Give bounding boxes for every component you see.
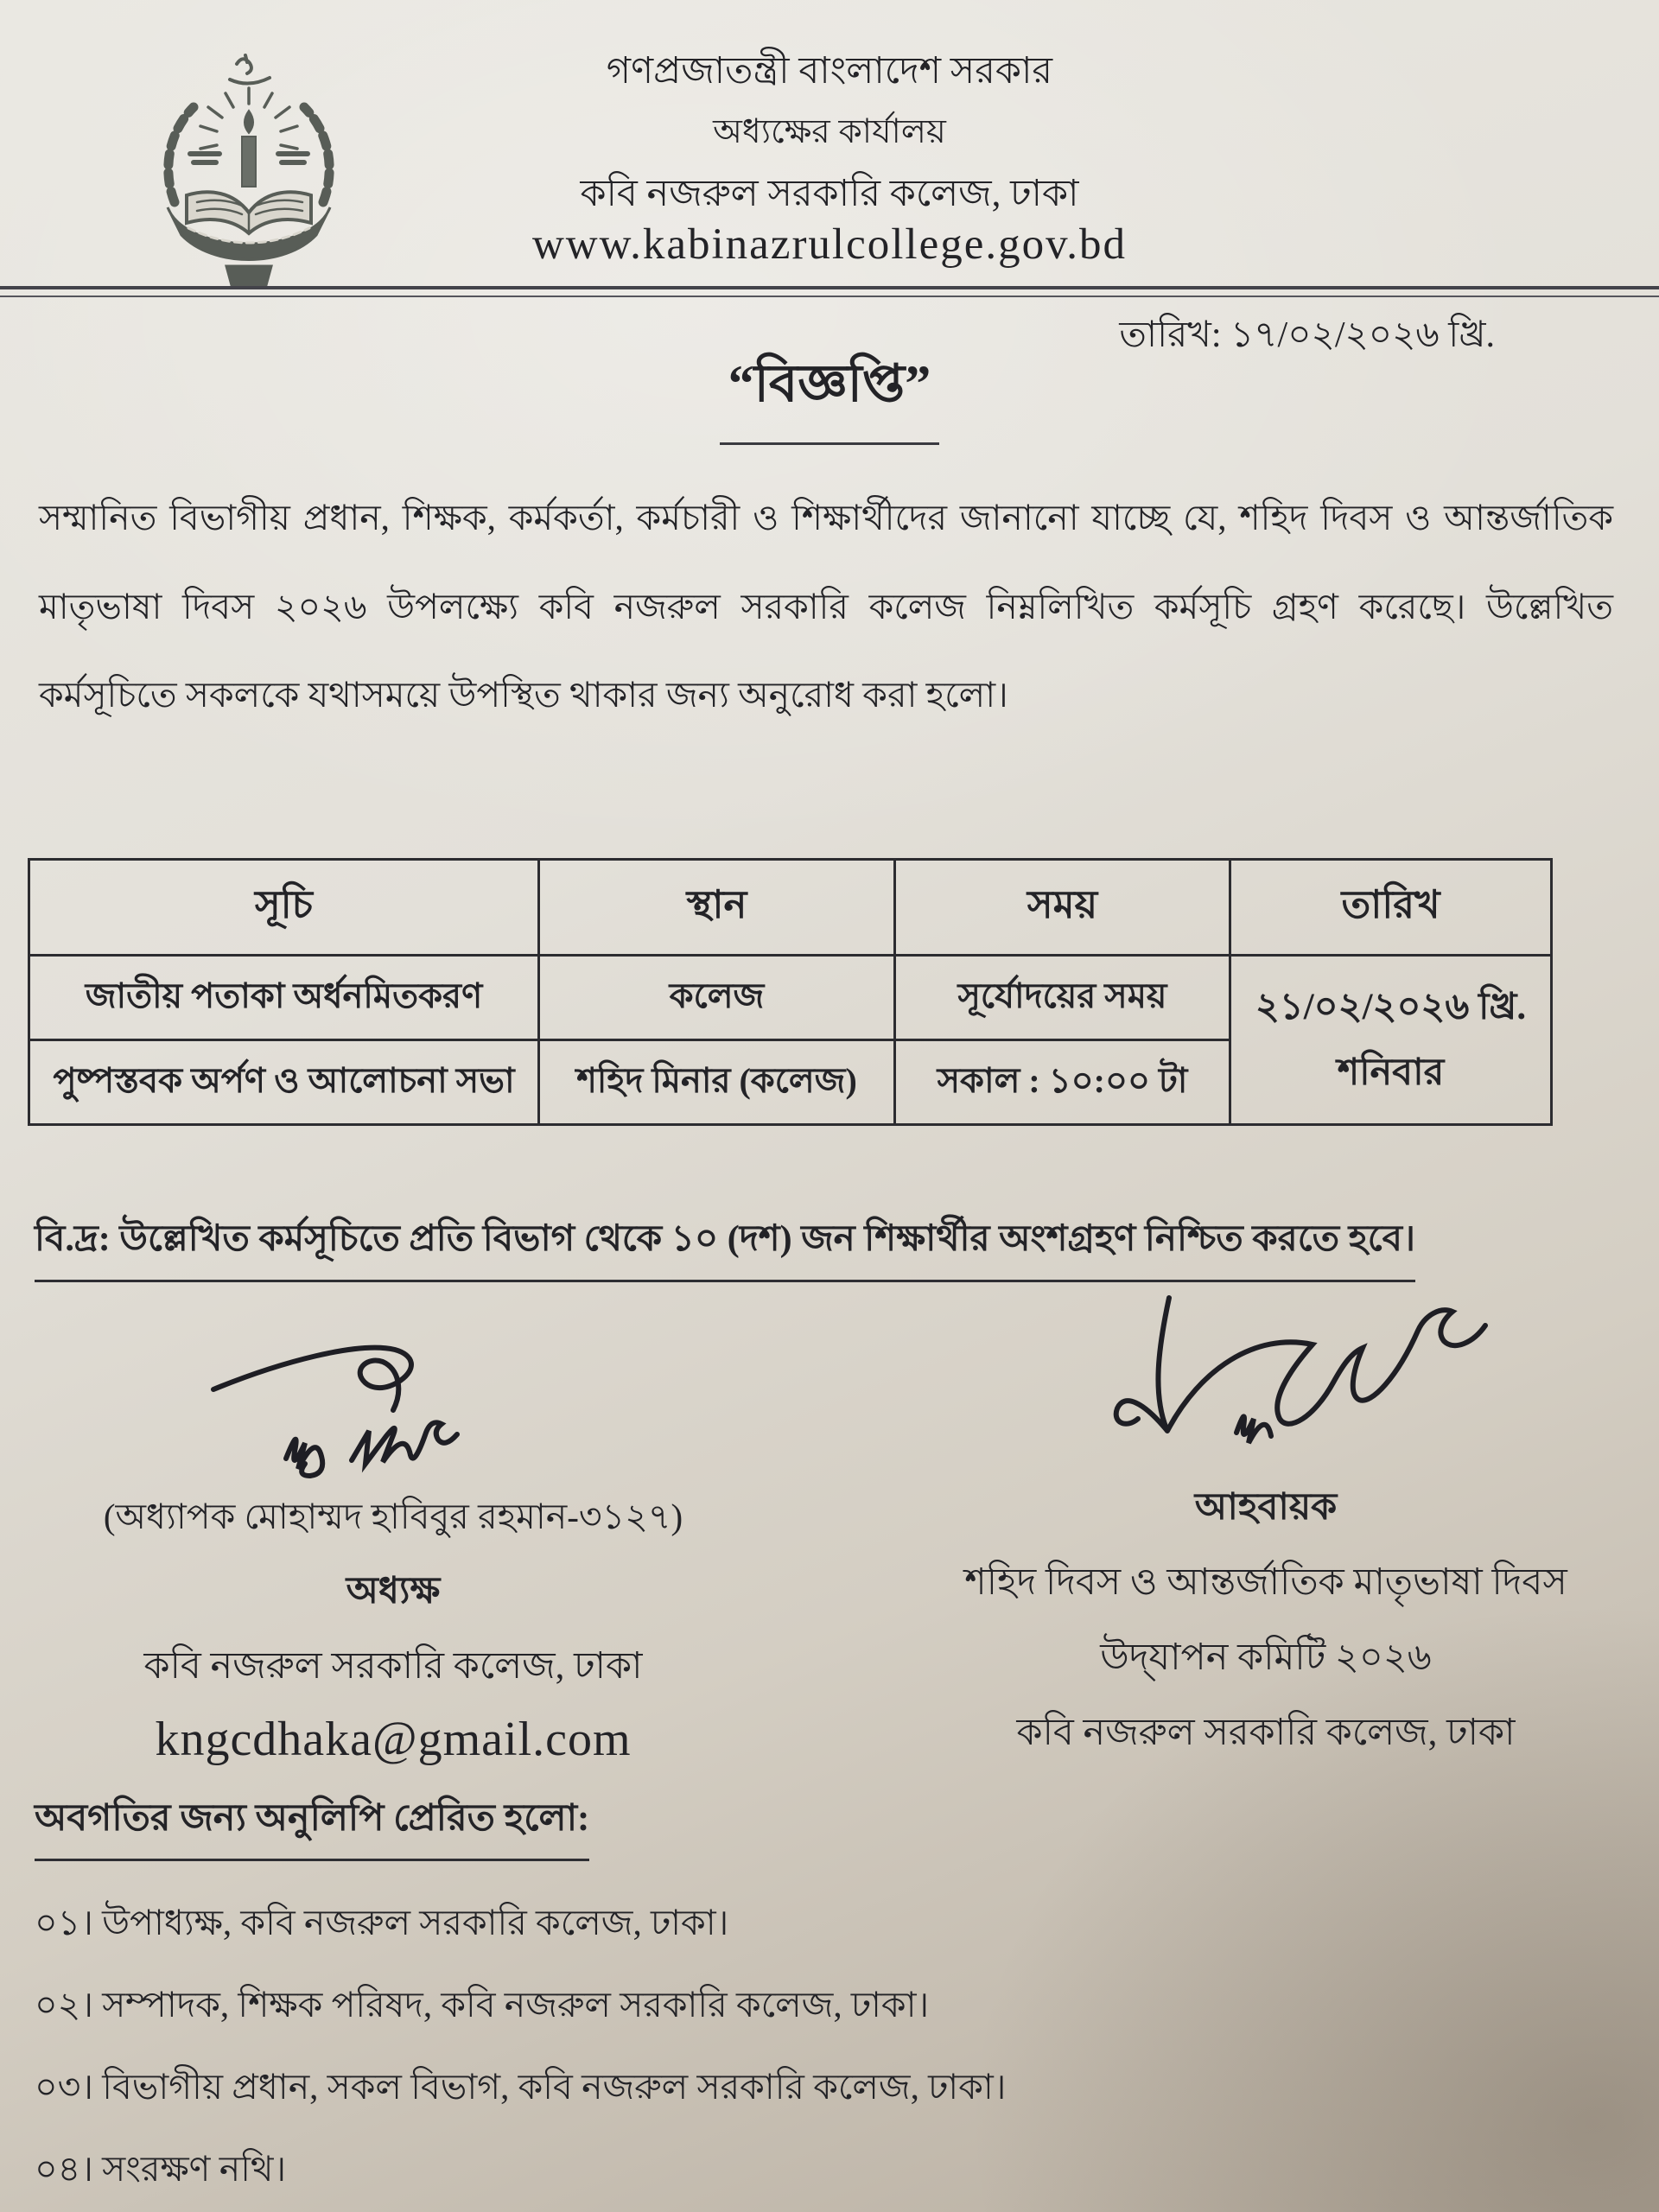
col-header-program: সূচি	[29, 860, 539, 956]
notice-title-wrap	[0, 344, 1659, 445]
cell-program-1: জাতীয় পতাকা অর্ধনমিতকরণ	[29, 956, 539, 1040]
table-row	[29, 956, 1552, 1040]
header-office-line: অধ্যক্ষের কার্যালয়	[713, 113, 946, 150]
convener-org: কবি নজরুল সরকারি কলেজ, ঢাকা	[1016, 1713, 1516, 1753]
principal-org: কবি নজরুল সরকারি কলেজ, ঢাকা	[143, 1646, 643, 1687]
header-divider-line	[0, 286, 1659, 289]
principal-title: অধ্যক্ষ	[346, 1571, 441, 1611]
header-divider-line-thin	[0, 296, 1659, 297]
cell-place-1: কলেজ	[539, 956, 895, 1040]
cc-item-2: ০২। সম্পাদক, শিক্ষক পরিষদ, কবি নজরুল সরকারি কলেজ, ঢাকা।	[35, 1985, 930, 2024]
event-date: ২১/০২/২০২৬ খ্রি.	[1255, 987, 1527, 1028]
col-header-date: তারিখ	[1230, 860, 1552, 956]
col-header-time: সময়	[895, 860, 1230, 956]
header-govt-line: গণপ্রজাতন্ত্রী বাংলাদেশ সরকার	[606, 51, 1053, 92]
convener-committee-line2: উদ্‌যাপন কমিটি ২০২৬	[1100, 1637, 1432, 1678]
table-header-row	[29, 860, 1552, 956]
convener-signature-block	[929, 1294, 1603, 1766]
cc-heading: অবগতির জন্য অনুলিপি প্রেরিত হলো:	[35, 1790, 589, 1861]
cell-program-2: পুষ্পস্তবক অর্পণ ও আলোচনা সভা	[29, 1040, 539, 1125]
principal-name: (অধ্যাপক মোহাম্মদ হাবিবুর রহমান-৩১২৭)	[103, 1497, 683, 1536]
cc-item-3: ০৩। বিভাগীয় প্রধান, সকল বিভাগ, কবি নজরুল সরকারি কলেজ, ঢাকা।	[35, 2067, 1007, 2107]
convener-title: আহবায়ক	[1194, 1487, 1338, 1528]
cc-item-4: ০৪। সংরক্ষণ নথি।	[35, 2149, 287, 2189]
principal-signature-block	[65, 1332, 721, 1767]
notice-body-paragraph: সম্মানিত বিভাগীয় প্রধান, শিক্ষক, কর্মকর্তা, কর্মচারী ও শিক্ষার্থীদের জানানো যাচ্ছে যে, শহিদ দিবস ও আন্তর্জাতিক মাতৃভাষা দিবস ২০২৬ উপলক্ষ্যে কবি নজরুল সরকারি কলেজ নিম্নলিখিত কর্মসূচি গ্রহণ করেছে। উল্লেখিত কর্মসূচিতে সকলকে যথাসময়ে উপস্থিত থাকার জন্য অনুরোধ করা হলো।	[39, 498, 1613, 715]
event-day: শনিবার	[1337, 1052, 1445, 1093]
header-website: www.kabinazrulcollege.gov.bd	[531, 220, 1128, 269]
cc-section	[35, 1790, 1590, 2202]
convener-signature-icon	[1015, 1294, 1516, 1474]
cell-place-2: শহিদ মিনার (কলেজ)	[539, 1040, 895, 1125]
nb-note-wrap	[35, 1210, 1415, 1282]
nb-note: বি.দ্র: উল্লেখিত কর্মসূচিতে প্রতি বিভাগ থেকে ১০ (দশ) জন শিক্ষার্থীর অংশগ্রহণ নিশ্চিত করতে হবে।	[35, 1210, 1415, 1282]
convener-committee-line1: শহিদ দিবস ও আন্তর্জাতিক মাতৃভাষা দিবস	[964, 1562, 1567, 1603]
col-header-place: স্থান	[539, 860, 895, 956]
issue-date: তারিখ: ১৭/০২/২০২৬ খ্রি.	[1119, 315, 1495, 355]
principal-signature-icon	[203, 1332, 583, 1481]
cell-date-merged	[1230, 956, 1552, 1125]
cc-item-1: ০১। উপাধ্যক্ষ, কবি নজরুল সরকারি কলেজ, ঢাকা।	[35, 1903, 729, 1942]
header-college-line: কবি নজরুল সরকারি কলেজ, ঢাকা	[580, 174, 1079, 214]
schedule-table	[28, 858, 1553, 1126]
notice-title: “বিজ্ঞপ্তি”	[720, 344, 939, 445]
cell-time-1: সূর্যোদয়ের সময়	[895, 956, 1230, 1040]
principal-email: kngcdhaka@gmail.com	[155, 1713, 632, 1766]
cell-time-2: সকাল : ১০:০০ টা	[895, 1040, 1230, 1125]
